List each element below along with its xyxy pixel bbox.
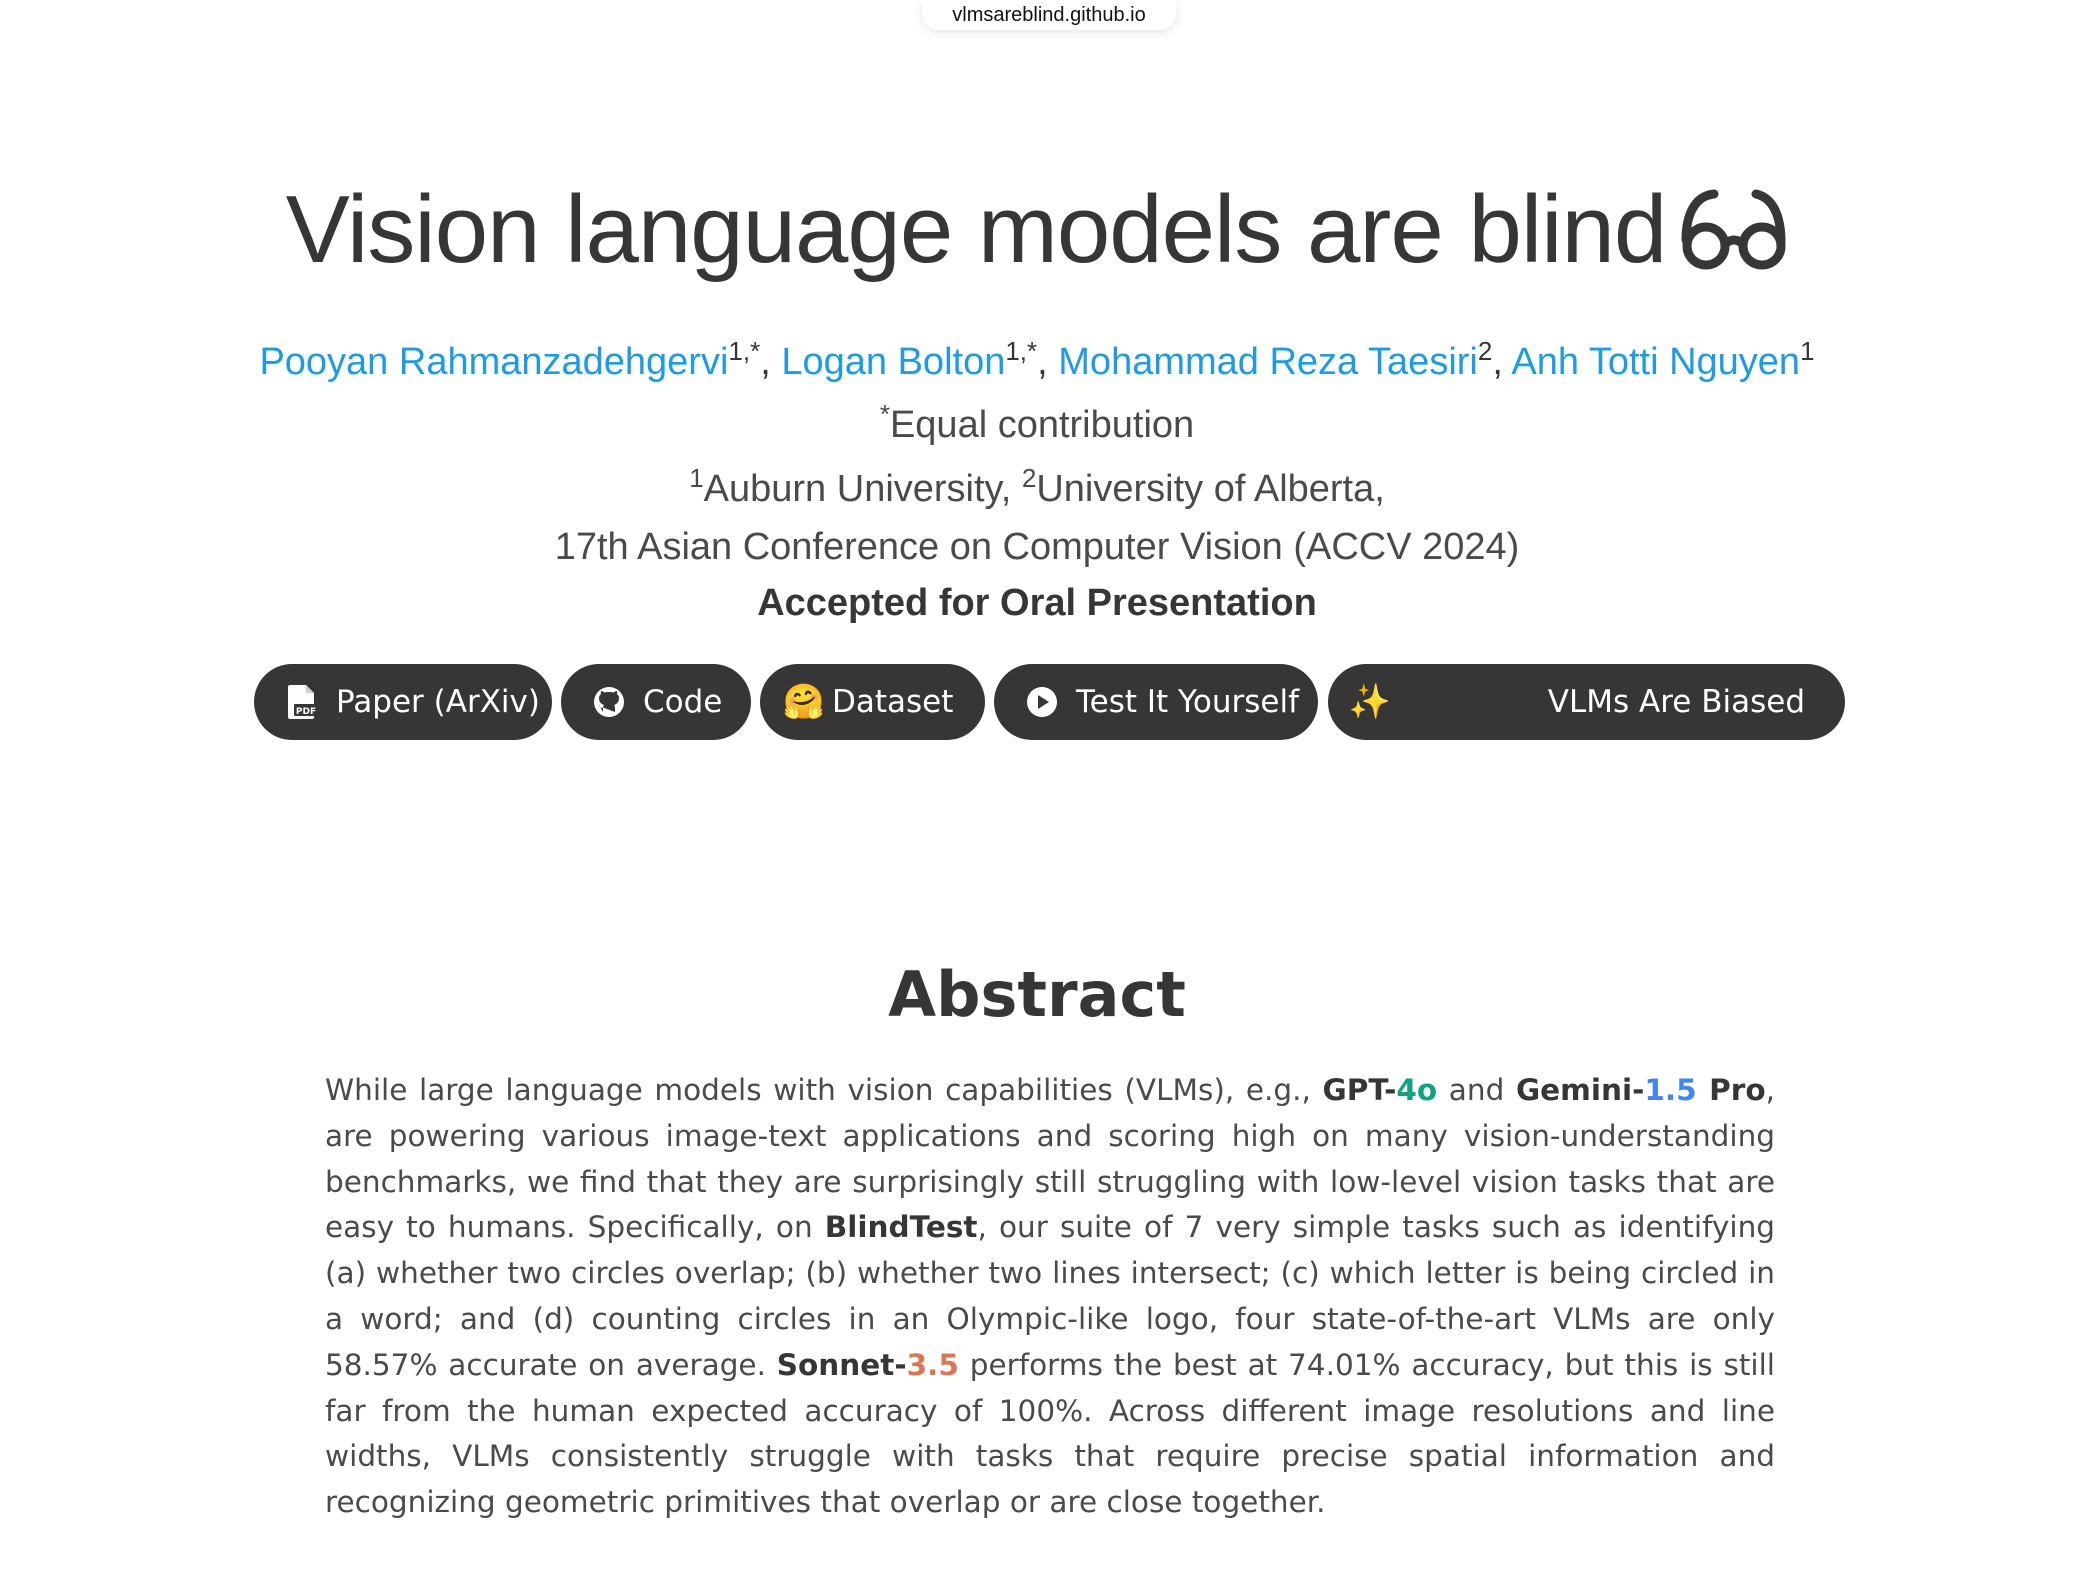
abstract-text-3: , our suite of 7 very simple tasks such as identifying (a) whether two circles overlap; (b) whether two lines intersect; (c) which letter is being circled in a word; and (d) counting circles in an Olympic-like logo, four state-of-the-art VLMs are only 58.57% accurate on average.: [325, 1210, 1776, 1382]
abstract-text-1: While large language models with vision capabilities (VLMs), e.g.,: [325, 1073, 1323, 1107]
gpt-version: 4o: [1396, 1073, 1438, 1107]
page-title: [0, 170, 2074, 298]
test-it-yourself-label: Test It Yourself: [1076, 684, 1299, 720]
vlms-are-biased-button[interactable]: [1328, 664, 1845, 740]
glasses-icon: [1680, 178, 1788, 298]
hugging-face-emoji-icon: 🤗: [782, 682, 826, 722]
sparkles-icon: ✨: [1348, 682, 1392, 722]
github-icon: [589, 682, 629, 722]
svg-text:PDF: PDF: [295, 707, 317, 717]
author-affil-2: 1,*: [1005, 336, 1038, 366]
author-affil-4: 1: [1800, 336, 1815, 366]
affiliation-2: University of Alberta,: [1036, 468, 1385, 510]
author-link-3[interactable]: Mohammad Reza Taesiri: [1058, 341, 1478, 383]
gpt-name-prefix: GPT-: [1322, 1073, 1397, 1107]
sonnet-name-prefix: Sonnet-: [776, 1347, 907, 1382]
vlms-are-biased-label: VLMs Are Biased: [1547, 684, 1805, 720]
gemini-version: 1.5: [1644, 1073, 1697, 1107]
affiliation-1: Auburn University,: [703, 468, 1012, 510]
gpt-model-name: [1323, 1073, 1438, 1107]
author-link-1[interactable]: Pooyan Rahmanzadehgervi: [259, 341, 729, 383]
gemini-name-suffix: Pro: [1696, 1073, 1766, 1107]
play-circle-icon: [1022, 682, 1062, 722]
test-it-yourself-button[interactable]: [994, 664, 1318, 740]
pdf-file-icon: [282, 682, 322, 722]
equal-contribution-text: Equal contribution: [889, 404, 1195, 446]
blindtest-name: BlindTest: [824, 1210, 978, 1245]
author-affil-3: 2: [1477, 336, 1493, 366]
equal-contribution-mark: *: [879, 399, 890, 429]
abstract-and: and: [1437, 1073, 1516, 1107]
paper-arxiv-label: Paper (ArXiv): [336, 684, 540, 720]
title-text: Vision language models are blind: [285, 176, 1667, 283]
dataset-label: Dataset: [832, 684, 954, 720]
affiliations: [0, 464, 2074, 514]
abstract-heading: Abstract: [888, 958, 1186, 1031]
dataset-button[interactable]: [760, 664, 985, 740]
author-affil-1: 1,*: [728, 336, 761, 366]
code-button[interactable]: [561, 664, 751, 740]
affiliation-mark-2: 2: [1021, 463, 1037, 493]
gemini-name-prefix: Gemini-: [1515, 1073, 1645, 1107]
acceptance-note: Accepted for Oral Presentation: [757, 582, 1317, 624]
code-label: Code: [643, 684, 723, 720]
url-text: vlmsareblind.github.io: [952, 3, 1146, 26]
author-link-2[interactable]: Logan Bolton: [781, 341, 1006, 383]
paper-arxiv-button[interactable]: [254, 664, 552, 740]
abstract-text-2: , are powering various image-text applications and scoring high on many vision-understanding benchmarks, we find that they are surprisingly still struggling with low-level vision tasks that are easy to humans. Specifically, on: [325, 1073, 1775, 1245]
equal-contribution-note: [0, 400, 2074, 450]
sonnet-version: 3.5: [906, 1347, 959, 1382]
abstract-body: [325, 1068, 1775, 1526]
link-buttons: [0, 664, 2074, 740]
url-bar[interactable]: [922, 0, 1176, 30]
sonnet-model-name: [777, 1348, 959, 1382]
author-list: Pooyan Rahmanzadehgervi$^{1,*}$, Logan Bolton$^{1,*}$, Mohammad Reza Taesiri$^2$, Anh Totti Nguyen$^1$: [259, 336, 1815, 383]
conference-name: 17th Asian Conference on Computer Vision (ACCV 2024): [554, 526, 1520, 568]
gemini-model-name: [1516, 1073, 1766, 1107]
author-link-4[interactable]: Anh Totti Nguyen: [1511, 341, 1801, 383]
affiliation-mark-1: 1: [689, 463, 704, 493]
abstract-text-4: performs the best at 74.01% accuracy, but this is still far from the human expected accuracy of 100%. Across different image resolutions and line widths, VLMs consistently struggle with tasks that require precise spatial information and recognizing geometric primitives that overlap or are close together.: [325, 1347, 1775, 1520]
